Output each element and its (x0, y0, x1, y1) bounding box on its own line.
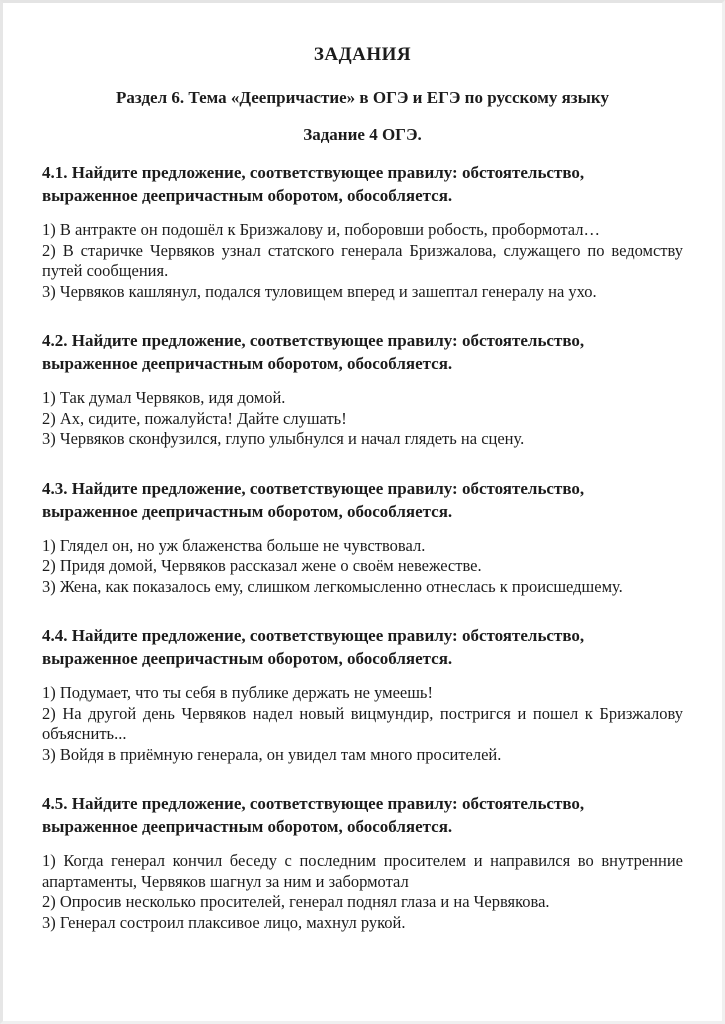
exercise-option: 3) Генерал состроил плаксивое лицо, махнул рукой. (42, 912, 406, 932)
exercise-option: 1) В антракте он подошёл к Бризжалову и, поборовши робость, пробормотал… (42, 220, 600, 239)
exercise-4-4 (42, 624, 683, 765)
exercise-heading: 4.5. Найдите предложение, соответствующее правилу: обстоятельство, выраженное деепричастным оборотом, обособляется. (42, 794, 585, 836)
document-title: ЗАДАНИЯ (313, 44, 412, 65)
exercise-options (42, 851, 683, 933)
exercise-heading: 4.2. Найдите предложение, соответствующее правилу: обстоятельство, выраженное деепричастным оборотом, обособляется. (42, 331, 585, 373)
exercise-option: 2) Ах, сидите, пожалуйста! Дайте слушать! (42, 408, 347, 428)
exercise-option: 1) Глядел он, но уж блаженства больше не чувствовал. (42, 535, 426, 555)
exercise-4-5 (42, 792, 683, 933)
exercise-option: 3) Червяков кашлянул, подался туловищем вперед и зашептал генералу на ухо. (42, 281, 597, 301)
exercise-option: 2) Придя домой, Червяков рассказал жене о своём невежестве. (42, 556, 482, 575)
document-subtitle: Раздел 6. Тема «Деепричастие» в ОГЭ и ЕГЭ по русскому языку (116, 88, 609, 107)
exercise-option: 1) Когда генерал кончил беседу с последним просителем и направился во внутренние апартаменты, Червяков шагнул за ним и забормотал (42, 851, 683, 891)
exercise-option: 3) Войдя в приёмную генерала, он увидел там много просителей. (42, 744, 502, 764)
exercise-heading: 4.1. Найдите предложение, соответствующее правилу: обстоятельство, выраженное деепричастным оборотом, обособляется. (42, 163, 585, 205)
exercise-heading: 4.3. Найдите предложение, соответствующее правилу: обстоятельство, выраженное деепричастным оборотом, обособляется. (42, 478, 585, 521)
exercise-option: 1) Подумает, что ты себя в публике держать не умеешь! (42, 683, 433, 702)
exercise-options (42, 220, 683, 302)
exercise-4-3 (42, 477, 683, 598)
exercise-4-2 (42, 329, 683, 450)
exercise-options (42, 536, 683, 598)
exercise-option: 2) В старичке Червяков узнал статского генерала Бризжалова, служащего по ведомству путей сообщения. (42, 240, 683, 280)
exercise-option: 1) Так думал Червяков, идя домой. (42, 388, 286, 407)
exercise-options (42, 388, 683, 450)
exercise-4-1 (42, 161, 683, 302)
exercise-options (42, 683, 683, 765)
exercise-option: 3) Жена, как показалось ему, слишком легкомысленно отнеслась к происшедшему. (42, 576, 623, 596)
task-label: Задание 4 ОГЭ. (303, 125, 422, 144)
exercise-option: 2) На другой день Червяков надел новый вицмундир, постригся и пошел к Бризжалову объяснить... (42, 703, 683, 743)
exercise-option: 2) Опросив несколько просителей, генерал поднял глаза и на Червякова. (42, 892, 550, 911)
exercise-option: 3) Червяков сконфузился, глупо улыбнулся и начал глядеть на сцену. (42, 429, 525, 448)
exercise-heading: 4.4. Найдите предложение, соответствующее правилу: обстоятельство, выраженное деепричастным оборотом, обособляется. (42, 626, 585, 668)
